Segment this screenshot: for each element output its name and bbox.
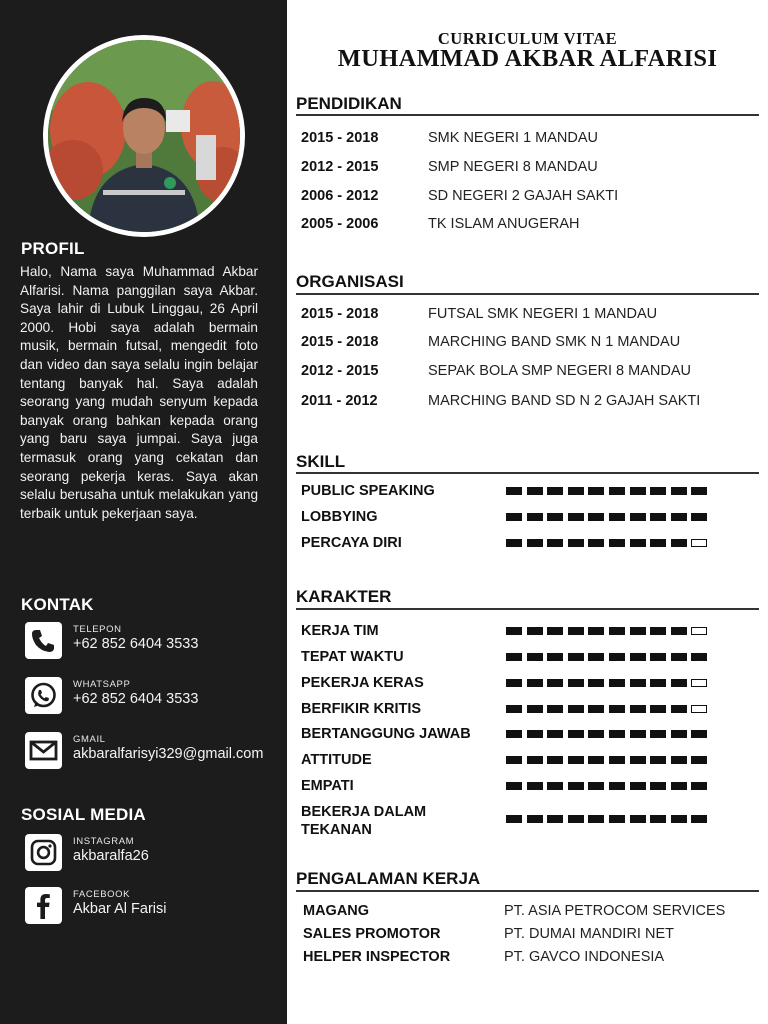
social-heading: SOSIAL MEDIA (21, 805, 146, 824)
rating-segment-filled (527, 627, 543, 635)
rating-segment-filled (630, 487, 646, 495)
contact-value: akbaralfarisyi329@gmail.com (73, 746, 264, 762)
rating-segment-filled (630, 513, 646, 521)
experience-heading: PENGALAMAN KERJA (296, 869, 481, 888)
rating-segment-filled (568, 653, 584, 661)
skill-rating-bar (506, 487, 712, 495)
rating-segment-filled (671, 679, 687, 687)
rating-segment-filled (527, 705, 543, 713)
character-name: EMPATI (301, 778, 354, 794)
character-rating-bar (506, 627, 712, 635)
rating-segment-filled (650, 815, 666, 823)
phone-icon (25, 622, 62, 659)
character-rating-bar (506, 756, 712, 764)
rating-segment-filled (568, 513, 584, 521)
rating-segment-filled (691, 756, 707, 764)
experience-company: PT. ASIA PETROCOM SERVICES (504, 903, 726, 919)
skill-rating-bar (506, 513, 712, 521)
rating-segment-filled (506, 756, 522, 764)
rating-segment-filled (671, 627, 687, 635)
rating-segment-filled (588, 513, 604, 521)
skill-name: PUBLIC SPEAKING (301, 483, 435, 499)
character-rating-bar (506, 730, 712, 738)
rating-segment-filled (527, 487, 543, 495)
rating-segment-filled (568, 815, 584, 823)
rating-segment-filled (609, 627, 625, 635)
experience-role: HELPER INSPECTOR (303, 949, 451, 965)
rating-segment-filled (547, 513, 563, 521)
rating-segment-filled (527, 730, 543, 738)
rating-segment-filled (671, 487, 687, 495)
education-years: 2005 - 2006 (301, 216, 379, 232)
rating-segment-filled (671, 815, 687, 823)
contact-label: TELEPON (73, 624, 122, 635)
rating-segment-filled (506, 487, 522, 495)
rating-segment-filled (547, 815, 563, 823)
education-years: 2006 - 2012 (301, 188, 379, 204)
rating-segment-filled (609, 539, 625, 547)
cv-title: CURRICULUM VITAE (437, 29, 618, 48)
cv-name: MUHAMMAD AKBAR ALFARISI (337, 45, 718, 72)
character-rating-bar (506, 653, 712, 661)
rating-segment-filled (527, 756, 543, 764)
instagram-icon (25, 834, 62, 871)
rating-segment-filled (630, 705, 646, 713)
character-name: BEKERJA DALAM TEKANAN (301, 804, 427, 838)
section-divider (296, 293, 759, 295)
contact-label: GMAIL (73, 734, 106, 745)
organization-years: 2012 - 2015 (301, 363, 379, 379)
rating-segment-filled (588, 705, 604, 713)
rating-segment-filled (650, 756, 666, 764)
rating-segment-filled (609, 653, 625, 661)
contact-value: +62 852 6404 3533 (73, 691, 199, 707)
skill-rating-bar (506, 539, 712, 547)
character-rating-bar (506, 679, 712, 687)
experience-company: PT. DUMAI MANDIRI NET (504, 926, 674, 942)
organization-years: 2011 - 2012 (301, 393, 378, 409)
experience-role: SALES PROMOTOR (303, 926, 441, 942)
rating-segment-filled (506, 730, 522, 738)
organization-name: MARCHING BAND SMK N 1 MANDAU (428, 334, 681, 350)
rating-segment-filled (527, 653, 543, 661)
rating-segment-filled (588, 653, 604, 661)
contact-heading: KONTAK (21, 595, 94, 614)
character-name: PEKERJA KERAS (301, 675, 424, 691)
rating-segment-filled (630, 539, 646, 547)
rating-segment-filled (506, 815, 522, 823)
social-facebook[interactable] (25, 885, 287, 925)
rating-segment-filled (609, 513, 625, 521)
rating-segment-filled (691, 815, 707, 823)
rating-segment-filled (527, 815, 543, 823)
section-divider (296, 608, 759, 610)
rating-segment-filled (547, 627, 563, 635)
rating-segment-filled (506, 513, 522, 521)
skill-name: LOBBYING (301, 509, 378, 525)
contact-phone[interactable] (25, 620, 287, 660)
rating-segment-filled (630, 815, 646, 823)
rating-segment-filled (506, 705, 522, 713)
rating-segment-filled (547, 653, 563, 661)
rating-segment-filled (609, 487, 625, 495)
rating-segment-filled (609, 782, 625, 790)
rating-segment-filled (568, 679, 584, 687)
character-rating-bar (506, 815, 712, 823)
rating-segment-filled (650, 539, 666, 547)
rating-segment-filled (630, 730, 646, 738)
character-rating-bar (506, 782, 712, 790)
rating-segment-filled (506, 782, 522, 790)
rating-segment-filled (671, 653, 687, 661)
rating-segment-filled (609, 730, 625, 738)
profile-photo (43, 35, 245, 237)
rating-segment-filled (568, 487, 584, 495)
organization-heading: ORGANISASI (296, 272, 404, 291)
education-school: TK ISLAM ANUGERAH (428, 216, 580, 232)
rating-segment-filled (547, 756, 563, 764)
facebook-icon (25, 887, 62, 924)
social-instagram[interactable] (25, 832, 287, 872)
education-school: SMP NEGERI 8 MANDAU (428, 159, 598, 175)
character-rating-bar (506, 705, 712, 713)
rating-segment-filled (671, 539, 687, 547)
section-divider (296, 114, 759, 116)
education-heading: PENDIDIKAN (296, 94, 402, 113)
rating-segment-empty (691, 627, 707, 635)
skill-name: PERCAYA DIRI (301, 535, 402, 551)
rating-segment-filled (691, 653, 707, 661)
rating-segment-filled (527, 513, 543, 521)
rating-segment-empty (691, 679, 707, 687)
rating-segment-filled (547, 487, 563, 495)
rating-segment-filled (671, 513, 687, 521)
rating-segment-filled (588, 679, 604, 687)
rating-segment-filled (630, 756, 646, 764)
rating-segment-filled (671, 705, 687, 713)
contact-value: +62 852 6404 3533 (73, 636, 199, 652)
rating-segment-filled (588, 815, 604, 823)
rating-segment-filled (547, 730, 563, 738)
rating-segment-filled (588, 730, 604, 738)
rating-segment-filled (547, 679, 563, 687)
rating-segment-filled (630, 653, 646, 661)
rating-segment-filled (568, 539, 584, 547)
social-label: INSTAGRAM (73, 836, 135, 847)
character-name: ATTITUDE (301, 752, 372, 768)
education-school: SMK NEGERI 1 MANDAU (428, 130, 598, 146)
rating-segment-filled (588, 782, 604, 790)
rating-segment-filled (527, 782, 543, 790)
social-value: Akbar Al Farisi (73, 901, 167, 917)
rating-segment-filled (506, 539, 522, 547)
rating-segment-filled (650, 627, 666, 635)
rating-segment-filled (568, 730, 584, 738)
education-years: 2015 - 2018 (301, 130, 379, 146)
organization-years: 2015 - 2018 (301, 306, 379, 322)
rating-segment-filled (650, 513, 666, 521)
experience-role: MAGANG (303, 903, 370, 919)
rating-segment-filled (630, 782, 646, 790)
rating-segment-filled (691, 730, 707, 738)
rating-segment-filled (547, 705, 563, 713)
rating-segment-filled (568, 705, 584, 713)
education-years: 2012 - 2015 (301, 159, 379, 175)
rating-segment-filled (568, 782, 584, 790)
rating-segment-filled (671, 782, 687, 790)
contact-gmail[interactable] (25, 730, 287, 770)
rating-segment-filled (506, 627, 522, 635)
rating-segment-filled (609, 705, 625, 713)
rating-segment-filled (691, 782, 707, 790)
contact-label: WHATSAPP (73, 679, 131, 690)
rating-segment-empty (691, 705, 707, 713)
rating-segment-filled (650, 653, 666, 661)
organization-name: SEPAK BOLA SMP NEGERI 8 MANDAU (428, 363, 691, 379)
rating-segment-filled (547, 782, 563, 790)
rating-segment-filled (568, 627, 584, 635)
rating-segment-filled (506, 679, 522, 687)
section-divider (296, 890, 759, 892)
section-divider (296, 472, 759, 474)
rating-segment-filled (609, 679, 625, 687)
rating-segment-filled (671, 730, 687, 738)
rating-segment-filled (588, 539, 604, 547)
rating-segment-filled (588, 756, 604, 764)
rating-segment-filled (588, 627, 604, 635)
rating-segment-filled (568, 756, 584, 764)
organization-years: 2015 - 2018 (301, 334, 379, 350)
rating-segment-filled (547, 539, 563, 547)
education-school: SD NEGERI 2 GAJAH SAKTI (428, 188, 619, 204)
rating-segment-filled (630, 627, 646, 635)
profile-text: Halo, Nama saya Muhammad Akbar Alfarisi. Nama panggilan saya Akbar. Saya lahir di Lubuk Linggau, 26 April 2000. Hobi saya adalah bermain musik, bermain futsal, mengedit foto dan video dan saya selalu ingin belajar tentang banyak hal. Saya adalah seorang yang mudah senyum kepada banyak orang bahkan kepada orang yang baru saya jumpai. Saya juga termasuk orang yang cekatan dan seorang pekerja keras. Saya akan selalu berusaha untuk melakukan yang terbaik untuk pekerjaan saya. (20, 264, 258, 521)
rating-segment-filled (609, 815, 625, 823)
rating-segment-empty (691, 539, 707, 547)
rating-segment-filled (630, 679, 646, 687)
character-name: BERFIKIR KRITIS (301, 701, 422, 717)
profile-photo-illustration (48, 40, 240, 232)
social-label: FACEBOOK (73, 889, 131, 900)
rating-segment-filled (671, 756, 687, 764)
rating-segment-filled (650, 730, 666, 738)
character-name: BERTANGGUNG JAWAB (301, 726, 471, 742)
rating-segment-filled (691, 513, 707, 521)
whatsapp-icon (25, 677, 62, 714)
rating-segment-filled (609, 756, 625, 764)
organization-name: FUTSAL SMK NEGERI 1 MANDAU (428, 306, 658, 322)
organization-name: MARCHING BAND SD N 2 GAJAH SAKTI (428, 393, 701, 409)
social-value: akbaralfa26 (73, 848, 149, 864)
rating-segment-filled (650, 782, 666, 790)
mail-icon (25, 732, 62, 769)
character-name: TEPAT WAKTU (301, 649, 404, 665)
sidebar (0, 0, 287, 1024)
character-heading: KARAKTER (296, 587, 392, 606)
rating-segment-filled (527, 539, 543, 547)
main-content (287, 0, 768, 1024)
rating-segment-filled (650, 679, 666, 687)
rating-segment-filled (691, 487, 707, 495)
rating-segment-filled (650, 705, 666, 713)
experience-company: PT. GAVCO INDONESIA (504, 949, 665, 965)
rating-segment-filled (506, 653, 522, 661)
rating-segment-filled (588, 487, 604, 495)
character-name: KERJA TIM (301, 623, 379, 639)
contact-whatsapp[interactable] (25, 675, 287, 715)
profile-heading: PROFIL (21, 239, 85, 258)
rating-segment-filled (527, 679, 543, 687)
rating-segment-filled (650, 487, 666, 495)
skill-heading: SKILL (296, 452, 346, 471)
